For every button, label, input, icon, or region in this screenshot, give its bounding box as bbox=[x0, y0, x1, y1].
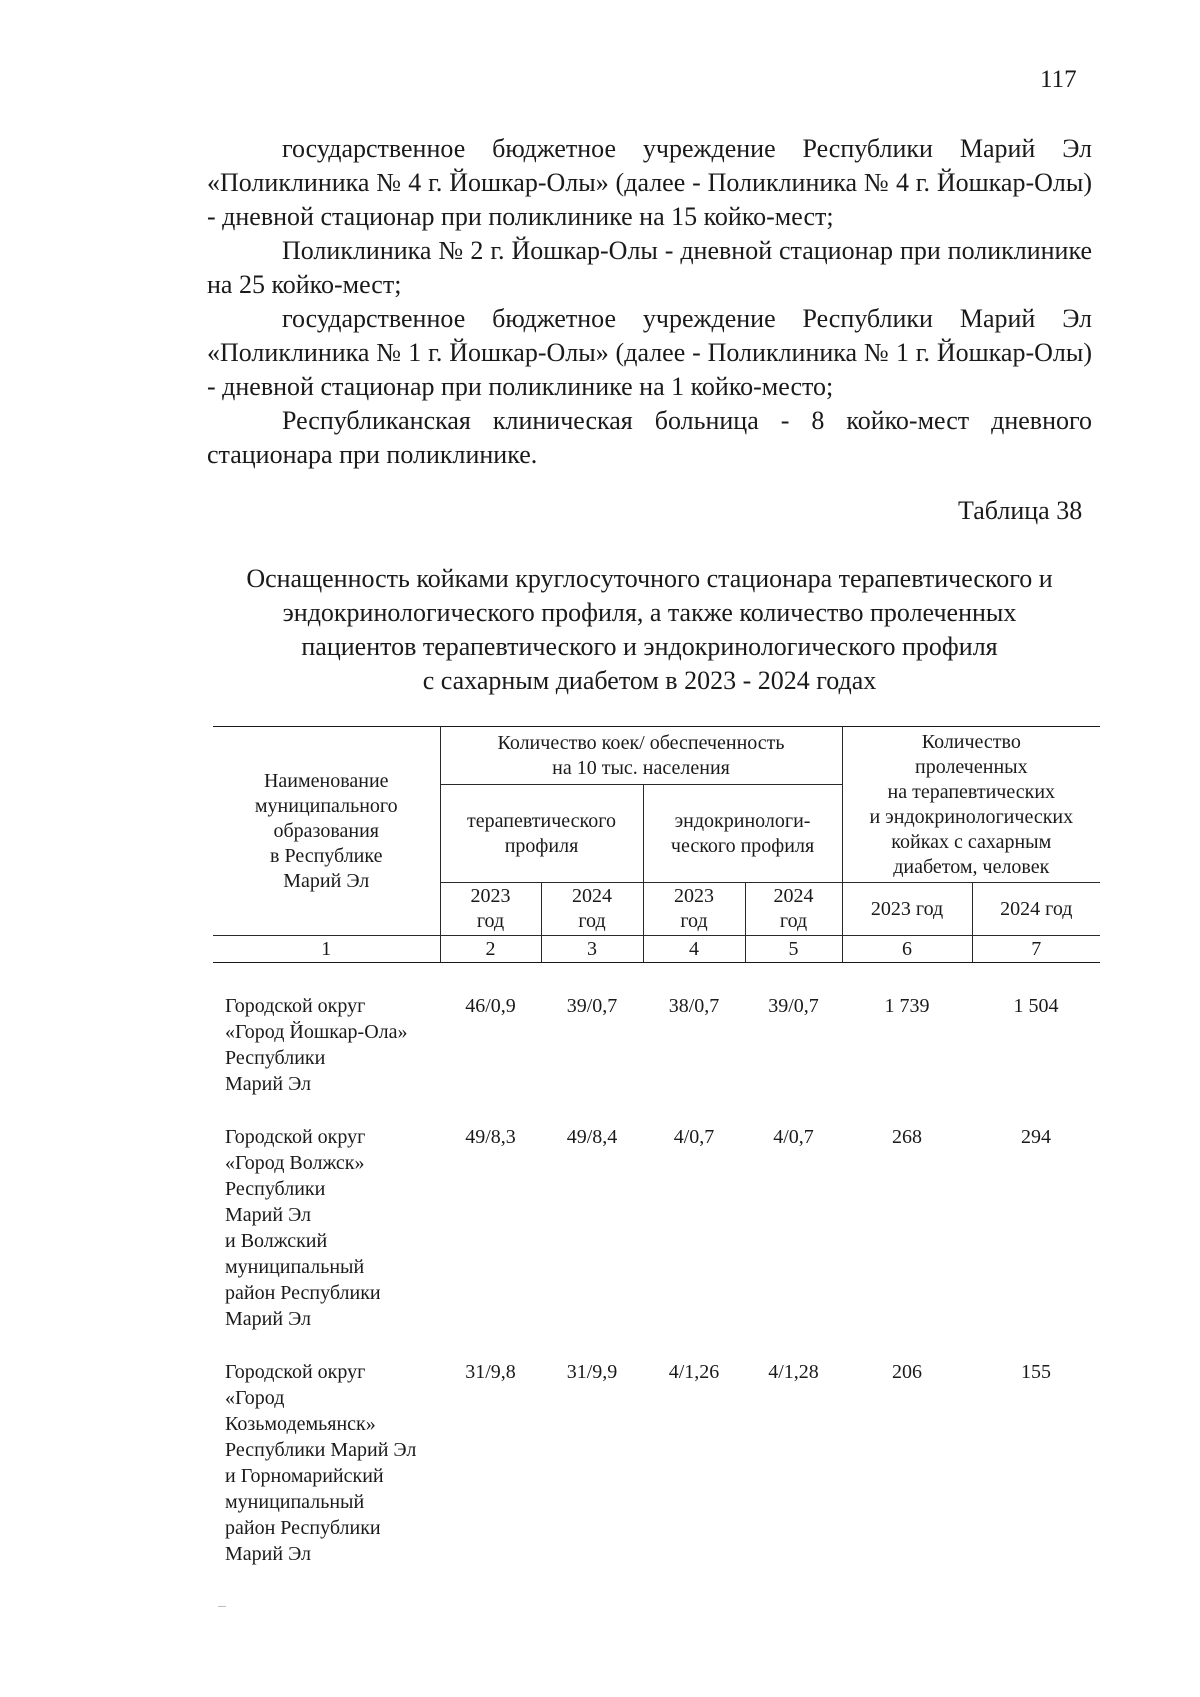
table-row bbox=[213, 1097, 1100, 1332]
municipality-name: Городской округ «Город Йошкар-Ола» Республики Марий Эл bbox=[225, 995, 408, 1095]
treated-2024-value: 1 504 bbox=[1013, 995, 1059, 1017]
header-year-2024: 2024 год bbox=[745, 883, 842, 936]
paragraph: государственное бюджетное учреждение Республики Марий Эл «Поликлиника № 1 г. Йошкар-Олы» (далее - Поликлиника № 1 г. Йошкар-Олы) - дневной стационар при поликлинике на 1 койко-место; bbox=[207, 304, 1092, 401]
paragraph: Республиканская клиническая больница - 8 койко-мест дневного стационара при поликлинике. bbox=[207, 406, 1092, 469]
column-number: 4 bbox=[643, 936, 745, 963]
therapy-2023-value: 31/9,8 bbox=[465, 1361, 516, 1383]
column-number: 1 bbox=[213, 936, 440, 963]
therapy-2024-value: 31/9,9 bbox=[566, 1361, 618, 1383]
table-row bbox=[213, 963, 1100, 1098]
header-beds-group: Количество коек/ обеспеченность на 10 тыс. населения bbox=[440, 727, 842, 785]
therapy-2024-value: 49/8,4 bbox=[566, 1126, 618, 1148]
header-year-2023: 2023 год bbox=[440, 883, 541, 936]
treated-2024-value: 294 bbox=[1021, 1126, 1052, 1148]
header-treated-2024: 2024 год bbox=[972, 883, 1100, 936]
column-number: 6 bbox=[842, 936, 972, 963]
header-endo-profile: эндокринологи- ческого профиля bbox=[643, 785, 842, 883]
treated-2023-value: 1 739 bbox=[884, 995, 930, 1017]
table-title-line: эндокринологического профиля, а также количество пролеченных bbox=[282, 598, 1017, 627]
table-caption: Таблица 38 bbox=[958, 496, 1083, 525]
intro-text bbox=[207, 132, 1092, 472]
header-year-2024: 2024 год bbox=[541, 883, 643, 936]
treated-2023-value: 268 bbox=[892, 1126, 923, 1148]
treated-2023-value: 206 bbox=[892, 1361, 923, 1383]
scan-mark bbox=[218, 1606, 226, 1607]
endo-2024-value: 4/1,28 bbox=[768, 1361, 819, 1383]
endo-2023-value: 4/1,26 bbox=[668, 1361, 720, 1383]
therapy-2023-value: 46/0,9 bbox=[465, 995, 516, 1017]
table-title-line: пациентов терапевтического и эндокринологического профиля bbox=[301, 632, 998, 661]
therapy-2023-value: 49/8,3 bbox=[465, 1126, 516, 1148]
column-number: 3 bbox=[541, 936, 643, 963]
endo-2024-value: 4/0,7 bbox=[773, 1126, 814, 1148]
endo-2024-value: 39/0,7 bbox=[768, 995, 819, 1017]
endo-2023-value: 38/0,7 bbox=[668, 995, 720, 1017]
header-therapy-profile: терапевтического профиля bbox=[440, 785, 643, 883]
header-treated-2023: 2023 год bbox=[842, 883, 972, 936]
therapy-2024-value: 39/0,7 bbox=[566, 995, 618, 1017]
header-treated-group: Количество пролеченных на терапевтических и эндокринологических койках с сахарным диабетом, человек bbox=[842, 727, 1100, 883]
column-number: 7 bbox=[972, 936, 1100, 963]
endo-2023-value: 4/0,7 bbox=[673, 1126, 715, 1148]
table-row bbox=[213, 1332, 1100, 1567]
paragraph: Поликлиника № 2 г. Йошкар-Олы - дневной стационар при поликлинике на 25 койко-мест; bbox=[207, 236, 1092, 299]
header-municipality: Наименование муниципального образования в Республике Марий Эл bbox=[213, 727, 440, 936]
column-number: 2 bbox=[440, 936, 541, 963]
municipality-name: Городской округ «Город Козьмодемьянск» Республики Марий Эл и Горномарийский муниципальный район Республики Марий Эл bbox=[225, 1361, 417, 1565]
table-title-line: с сахарным диабетом в 2023 - 2024 годах bbox=[422, 666, 877, 695]
municipality-name: Городской округ «Город Волжск» Республики Марий Эл и Волжский муниципальный район Республики Марий Эл bbox=[225, 1126, 381, 1330]
page-number: 117 bbox=[1040, 66, 1077, 93]
data-table bbox=[213, 726, 1100, 1567]
column-number: 5 bbox=[745, 936, 842, 963]
treated-2024-value: 155 bbox=[1021, 1361, 1052, 1383]
table-title-line: Оснащенность койками круглосуточного стационара терапевтического и bbox=[246, 564, 1053, 593]
table-title bbox=[207, 562, 1092, 698]
header-year-2023: 2023 год bbox=[643, 883, 745, 936]
paragraph: государственное бюджетное учреждение Республики Марий Эл «Поликлиника № 4 г. Йошкар-Олы» (далее - Поликлиника № 4 г. Йошкар-Олы) - дневной стационар при поликлинике на 15 койко-мест; bbox=[207, 134, 1092, 231]
